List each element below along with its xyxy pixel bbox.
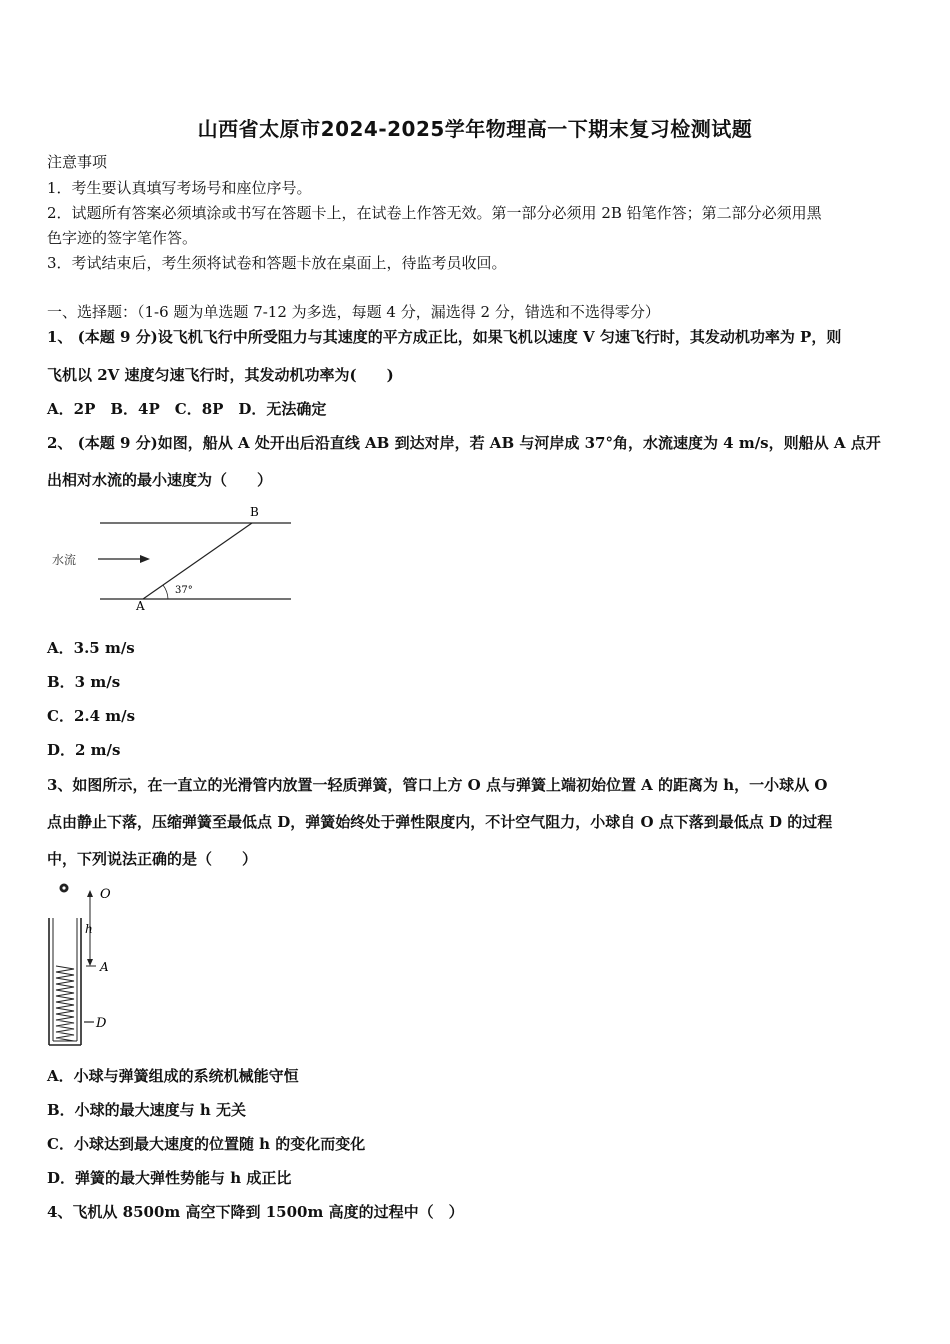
label-d: D [96, 1016, 107, 1031]
notice-item-3: 3．考试结束后，考生须将试卷和答题卡放在桌面上，待监考员收回。 [47, 254, 507, 272]
notice-item-2: 2．试题所有答案必须填涂或书写在答题卡上，在试卷上作答无效。第一部分必须用 2B 铅笔作答；第二部分必须用黑 [47, 204, 822, 222]
label-o: O [100, 887, 111, 902]
q2-option-c: C．2.4 m/s [47, 707, 136, 725]
q2-option-b: B．3 m/s [47, 673, 121, 691]
label-a: A [100, 960, 109, 974]
spring-tube-figure [40, 878, 130, 1050]
spring-coil [56, 966, 74, 1041]
q2-option-d: D．2 m/s [47, 741, 121, 759]
flow-arrow-head [140, 555, 150, 563]
river-crossing-figure [40, 500, 300, 615]
q3-option-a: A．小球与弹簧组成的系统机械能守恒 [47, 1067, 299, 1085]
q3-stem-line1: 3、如图所示，在一直立的光滑管内放置一轻质弹簧，管口上方 O 点与弹簧上端初始位置 A 的距离为 h，一小球从 O [47, 776, 828, 794]
q4-stem-line1: 4、飞机从 8500m 高空下降到 1500m 高度的过程中（ ） [47, 1203, 464, 1221]
label-water-flow: 水流 [52, 553, 77, 567]
notice-item-2-cont: 色字迹的签字笔作答。 [47, 229, 198, 247]
section-heading: 一、选择题：（1-6 题为单选题 7-12 为多选，每题 4 分，漏选得 2 分，错选和不选得零分） [47, 303, 660, 321]
label-angle: 37° [175, 585, 193, 596]
angle-arc [163, 585, 168, 599]
q2-option-a: A．3.5 m/s [47, 639, 135, 657]
page-title: 山西省太原市2024-2025学年物理高一下期末复习检测试题 [197, 117, 753, 141]
q3-stem-line2: 点由静止下落，压缩弹簧至最低点 D，弹簧始终处于弹性限度内，不计空气阻力，小球自 O 点下落到最低点 D 的过程 [47, 813, 833, 831]
q2-stem-line1: 2、 (本题 9 分)如图，船从 A 处开出后沿直线 AB 到达对岸，若 AB 与河岸成 37°角，水流速度为 4 m/s，则船从 A 点开 [47, 434, 881, 452]
label-b: B [250, 505, 259, 519]
q3-option-c: C．小球达到最大速度的位置随 h 的变化而变化 [47, 1135, 366, 1153]
q2-stem-line2: 出相对水流的最小速度为（ ） [47, 471, 273, 489]
path-ab-line [143, 523, 252, 599]
q3-stem-line3: 中，下列说法正确的是（ ） [47, 850, 258, 868]
q3-option-d: D．弹簧的最大弹性势能与 h 成正比 [47, 1169, 292, 1187]
q3-option-b: B．小球的最大速度与 h 无关 [47, 1101, 247, 1119]
notice-heading: 注意事项 [47, 153, 108, 171]
label-a: A [136, 599, 145, 613]
q1-options: A．2P B．4P C．8P D．无法确定 [47, 400, 327, 418]
q1-stem-line2: 飞机以 2V 速度匀速飞行时，其发动机功率为( ) [47, 366, 394, 384]
label-h: h [85, 922, 93, 936]
notice-item-1: 1．考生要认真填写考场号和座位序号。 [47, 179, 312, 197]
q1-stem-line1: 1、 (本题 9 分)设飞机飞行中所受阻力与其速度的平方成正比，如果飞机以速度 V 匀速飞行时，其发动机功率为 P，则 [47, 328, 842, 346]
